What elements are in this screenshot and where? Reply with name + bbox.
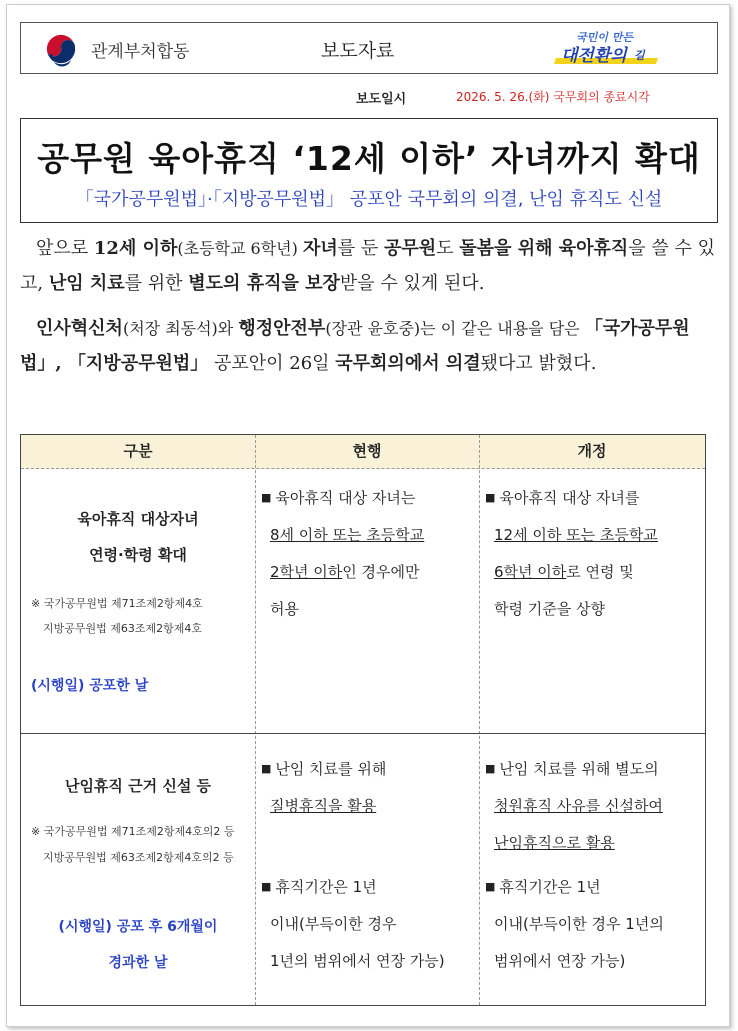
row-divider [21, 733, 705, 734]
row2-current-line2 [270, 788, 376, 825]
release-date-value: 2026. 5. 26.(화) 국무회의 종료시각 [456, 90, 650, 104]
row2-revised-line1 [485, 751, 659, 789]
p2-bold-2: 행정안전부 [238, 318, 326, 339]
row1-revised-line2 [494, 517, 658, 554]
row2-revised-text1: 난임 치료를 위해 별도의 [499, 760, 659, 778]
row2-revised-line6: 범위에서 연장 가능) [494, 952, 626, 970]
row2-revised-line5: 이내(부득이한 경우 1년의 [494, 915, 664, 933]
column-divider-2 [479, 435, 480, 1005]
row1-revised-line1 [485, 480, 639, 518]
p2-text-1: (처장 최동석)와 [122, 319, 239, 338]
slogan-line2: 대전환의 [561, 46, 627, 66]
p1-text-5: 을 쓸 수 있고, [20, 238, 716, 294]
p1-bold-5: 난임 치료 [48, 273, 125, 294]
slogan-logo [551, 28, 661, 66]
row2-current-line4: 이내(부득이한 경우 [270, 915, 397, 933]
government-taegeuk-icon [41, 29, 81, 69]
headline-title: 공무원 육아휴직 ‘12세 이하’ 자녀까지 확대 [37, 139, 701, 178]
row1-current-line4: 허용 [270, 600, 299, 618]
header-category: 구분 [123, 442, 153, 460]
slogan-line1: 국민이 만든 [576, 31, 633, 44]
row1-effective-date: (시행일) 공포한 날 [31, 678, 149, 694]
header-revised: 개정 [577, 442, 607, 460]
p2-bold-1: 인사혁신처 [36, 318, 123, 339]
row1-revised-text3b: 로 연령 및 [566, 563, 634, 581]
slogan-line3: 길 [634, 49, 645, 62]
p2-bold-3: 「국가공무원법」, 「지방공무원법」 [20, 318, 690, 374]
p1-text-3: 를 둔 [337, 238, 384, 259]
row2-current-text3: 휴직기간은 1년 [275, 878, 377, 896]
row1-current-text1: 육아휴직 대상 자녀는 [275, 489, 416, 507]
document-type: 보도자료 [321, 40, 395, 62]
row2-current-text2: 질병휴직을 활용 [270, 797, 377, 815]
row1-current-text3a: 2학년 이하 [270, 563, 343, 581]
p1-bold-2: 자녀 [302, 238, 338, 259]
headline-subtitle: 「국가공무원법」·「지방공무원법」 공포안 국무회의 의결, 난임 휴직도 신설 [75, 189, 663, 210]
row2-revised-line2 [494, 788, 663, 825]
row1-current-text2: 8세 이하 또는 초등학교 [270, 526, 425, 544]
row1-note-line2: 지방공무원법 제63조제2항제4호 [43, 622, 203, 635]
row2-effective-line2: 경과한 날 [108, 955, 168, 971]
row2-current-line3 [261, 869, 377, 907]
table-header-row [21, 435, 705, 469]
p1-text-2: (초등학교 6학년) [177, 239, 303, 258]
body-paragraph-2 [20, 311, 716, 381]
bullet-icon: ■ [485, 880, 496, 893]
row2-revised-text4: 휴직기간은 1년 [499, 878, 601, 896]
bullet-icon: ■ [261, 491, 272, 504]
p1-bold-6: 별도의 휴직을 보장 [188, 273, 340, 294]
press-release-header [20, 22, 718, 74]
headline-box [20, 118, 718, 223]
p1-bold-1: 12세 이하 [93, 238, 178, 259]
row2-revised-line4 [485, 869, 601, 907]
agency-name: 관계부처합동 [91, 42, 190, 62]
release-date-label: 보도일시 [356, 92, 407, 107]
row2-effective-line1: (시행일) 공포 후 6개월이 [58, 919, 218, 935]
body-paragraph-1 [20, 231, 716, 301]
row1-current-line3 [270, 554, 420, 591]
p2-bold-4: 국무회의에서 의결 [335, 353, 481, 374]
row1-revised-line4: 학령 기준을 상향 [494, 600, 605, 618]
comparison-table [20, 434, 706, 1006]
row1-current-text3b: 인 경우에만 [342, 563, 420, 581]
row1-note-line1: ※ 국가공무원법 제71조제2항제4호 [31, 597, 203, 610]
row1-current-line2 [270, 517, 424, 554]
row2-current-line5: 1년의 범위에서 연장 가능) [270, 952, 445, 970]
p1-bold-4: 돌봄을 위해 육아휴직 [459, 238, 629, 259]
p2-text-3: 공포안이 26일 [208, 353, 336, 374]
row1-revised-text1: 육아휴직 대상 자녀를 [499, 489, 640, 507]
bullet-icon: ■ [261, 762, 272, 775]
row2-title: 난임휴직 근거 신설 등 [64, 777, 212, 795]
bullet-icon: ■ [485, 762, 496, 775]
p1-bold-3: 공무원 [383, 238, 437, 259]
row1-current-line1 [261, 480, 415, 518]
row2-current-text1: 난임 치료를 위해 [275, 760, 387, 778]
p1-text-6: 를 위한 [124, 273, 189, 294]
row2-revised-text2: 청원휴직 사유를 신설하여 [494, 797, 663, 815]
bullet-icon: ■ [261, 880, 272, 893]
column-divider-1 [255, 435, 256, 1005]
row1-revised-text2: 12세 이하 또는 초등학교 [494, 526, 658, 544]
row2-note-line1: ※ 국가공무원법 제71조제2항제4호의2 등 [31, 825, 235, 838]
row1-title-line2: 연령·학령 확대 [89, 546, 187, 564]
row1-revised-text3a: 6학년 이하 [494, 563, 567, 581]
header-current: 현행 [352, 442, 382, 460]
p1-text-7: 받을 수 있게 된다. [339, 273, 485, 294]
p1-text-4: 도 [436, 238, 460, 259]
row2-revised-line3 [494, 825, 615, 862]
row2-current-line1 [261, 751, 386, 789]
p2-text-2: (장관 윤호중)는 이 같은 내용을 담은 [325, 319, 585, 338]
row2-revised-text3: 난임휴직으로 활용 [494, 834, 615, 852]
bullet-icon: ■ [485, 491, 496, 504]
row1-title-line1: 육아휴직 대상자녀 [77, 510, 199, 528]
row1-revised-line3 [494, 554, 634, 591]
row2-note-line2: 지방공무원법 제63조제2항제4호의2 등 [43, 851, 234, 864]
p2-text-4: 됐다고 밝혔다. [480, 353, 597, 374]
p1-text-1: 앞으로 [36, 238, 94, 259]
